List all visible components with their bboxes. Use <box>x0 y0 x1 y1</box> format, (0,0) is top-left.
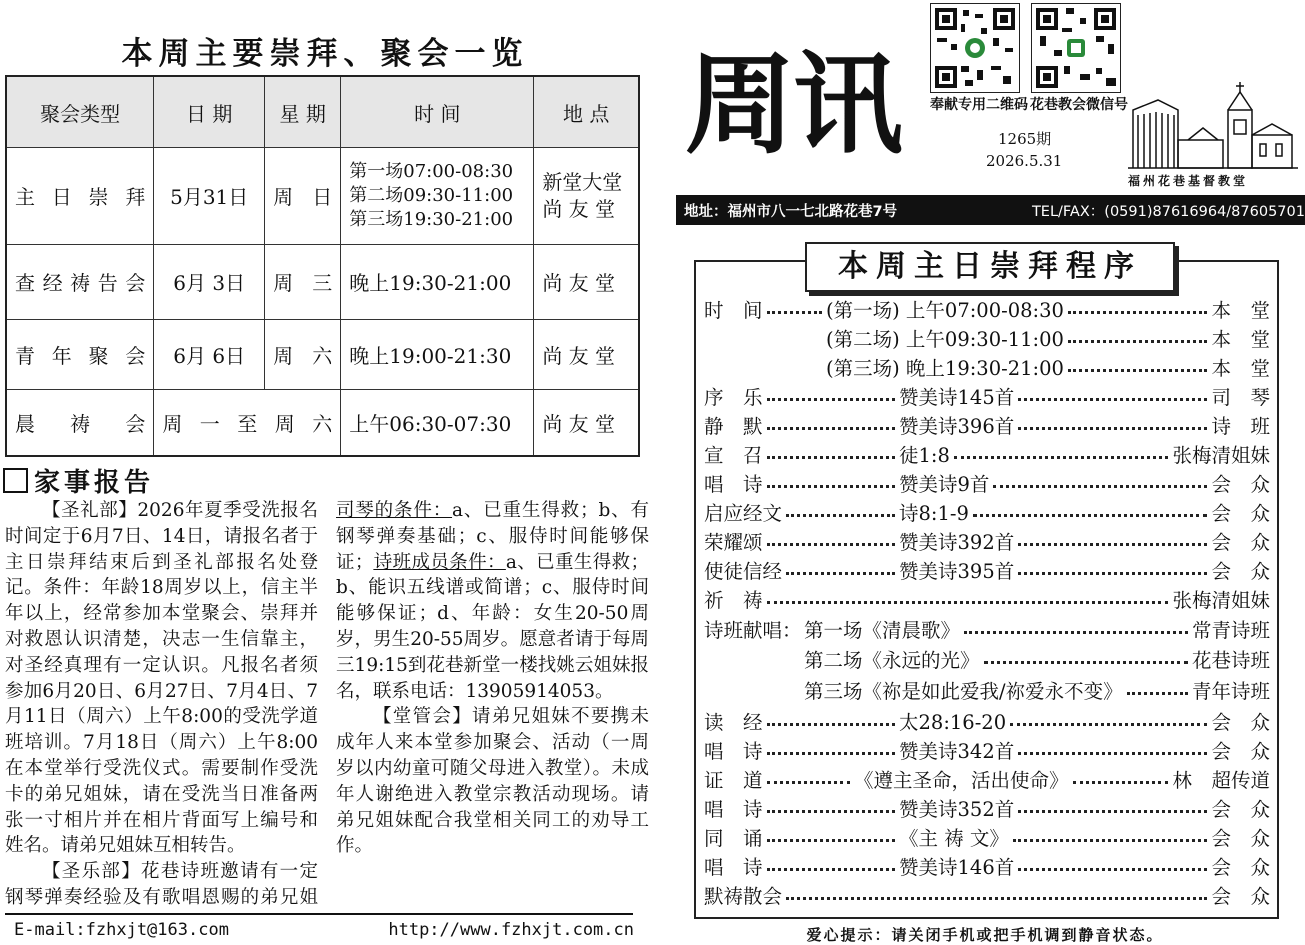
program-item-label: 证 道 <box>704 769 763 792</box>
program-row <box>704 470 1270 499</box>
program-row <box>704 677 1270 706</box>
program-item-content: (第三场) 晚上19:30-21:00 <box>826 357 1064 380</box>
meeting-place: 尚 友 堂 <box>534 319 639 389</box>
program-item-leader: 会 众 <box>1211 560 1270 583</box>
sacrament-notice: 【圣礼部】2026年夏季受洗报名时间定于6月7日、14日，请报名者于主日崇拜结束后到圣礼部报名处登记。条件：年龄18周岁以上，信主半年以上，经常参加本堂聚会、崇拜并对救恩认识清楚，决志一生信靠主，对圣经真理有一定认识。凡报名者须参加6月20日、6月27日、7月4日、7月11日（周六）上午8:00的受洗学道班培训。7月18日（周六）上午8:00在本堂举行受洗仪式。需要制作受洗卡的弟兄姐妹，请在受洗当日准备两张一寸相片并在相片背面写上编号和姓名。请弟兄姐妹互相转告。 <box>5 500 318 857</box>
program-item-leader: 会 众 <box>1211 740 1270 763</box>
program-item-content: (第一场) 上午07:00-08:30 <box>826 299 1064 322</box>
address-bar <box>676 195 1305 225</box>
dot-leader <box>1018 810 1207 813</box>
dot-leader <box>767 427 895 430</box>
family-report-heading <box>3 462 154 499</box>
program-row <box>704 795 1270 824</box>
program-item-leader: 会 众 <box>1211 827 1270 850</box>
dot-leader <box>964 631 1188 634</box>
program-item-leader: 会 众 <box>1211 856 1270 879</box>
dot-leader <box>954 456 1169 459</box>
meeting-type: 查经祷告会 <box>6 244 154 319</box>
program-item-label: 唱 诗 <box>704 856 763 879</box>
management-notice: 【堂管会】请弟兄姐妹不要携未成年人来本堂参加聚会、活动（一周岁以内幼童可随父母进入教堂）。未成年人谢绝进入教堂宗教活动现场。请弟兄姐妹配合我堂相关同工的劝导工作。 <box>336 706 649 857</box>
program-item-content: 赞美诗9首 <box>899 473 990 496</box>
dot-leader <box>1018 427 1207 430</box>
program-row <box>704 882 1270 911</box>
dot-leader <box>1010 723 1207 726</box>
meeting-place: 尚 友 堂 <box>534 390 639 456</box>
meeting-type: 青年聚会 <box>6 319 154 389</box>
meeting-week: 周六 <box>265 319 341 389</box>
footer-email[interactable]: E-mail:fzhxjt@163.com <box>14 920 229 940</box>
program-title: 本周主日崇拜程序 <box>805 242 1175 292</box>
table-row <box>6 244 639 319</box>
dot-leader <box>767 311 822 314</box>
header-type: 聚会类型 <box>6 76 154 148</box>
footer-divider <box>5 913 633 915</box>
dot-leader <box>1018 572 1207 575</box>
meeting-place <box>534 148 639 244</box>
program-row <box>704 586 1270 615</box>
dot-leader <box>767 543 895 546</box>
program-item-leader: 会 众 <box>1211 885 1270 908</box>
program-row <box>704 646 1270 675</box>
program-item-leader: 张梅清姐妹 <box>1172 589 1270 612</box>
time-line: 第三场19:30-21:00 <box>349 208 514 230</box>
program-item-leader: 花巷诗班 <box>1191 649 1270 672</box>
program-item-label: 祈 祷 <box>704 589 763 612</box>
header-time: 时 间 <box>341 76 534 148</box>
program-item-label: 诗班献唱： <box>704 619 802 642</box>
choir-conditions-label: 诗班成员条件： <box>373 551 506 573</box>
dot-leader <box>993 485 1207 488</box>
church-name: 福州花巷基督教堂 <box>1128 174 1249 188</box>
family-column-1 <box>5 498 318 911</box>
dot-leader <box>1013 839 1208 842</box>
dot-leader <box>1018 543 1207 546</box>
program-item-label: 荣耀颂 <box>704 531 763 554</box>
music-notice <box>336 498 649 704</box>
program-item-content: 《主 祷 文》 <box>899 827 1009 850</box>
program-item-leader: 会 众 <box>1211 502 1270 525</box>
dot-leader <box>767 868 895 871</box>
program-item-content: 徒1:8 <box>899 444 950 467</box>
program-item-label: 默祷散会 <box>704 885 783 908</box>
time-line: 第二场09:30-11:00 <box>349 184 514 206</box>
program-item-label: 唱 诗 <box>704 740 763 763</box>
program-row <box>704 528 1270 557</box>
program-item-content: 《遵主圣命，活出使命》 <box>854 769 1069 792</box>
program-row <box>704 616 1270 645</box>
dot-leader <box>1127 692 1188 695</box>
dot-leader <box>1068 340 1208 343</box>
program-row <box>704 557 1270 586</box>
program-item-leader: 本 堂 <box>1211 357 1270 380</box>
telephone: TEL/FAX：(0591)87616964/87605701 <box>1031 203 1305 220</box>
program-row <box>704 441 1270 470</box>
checkbox-square-icon <box>3 468 28 493</box>
dot-leader <box>1073 781 1169 784</box>
dot-leader <box>767 601 1169 604</box>
meeting-time: 晚上19:30-21:00 <box>341 244 534 319</box>
dot-leader <box>767 781 850 784</box>
header-date: 日 期 <box>154 76 265 148</box>
program-item-content: 赞美诗342首 <box>899 740 1015 763</box>
dot-leader <box>1068 369 1208 372</box>
dot-leader <box>973 514 1208 517</box>
meeting-place: 尚 友 堂 <box>534 244 639 319</box>
pianist-conditions: a、已重生得救；b、有钢琴弹奏基础；c、服侍时间能够保证； <box>336 500 649 573</box>
program-item-leader: 司 琴 <box>1211 386 1270 409</box>
place-line: 尚 友 堂 <box>542 196 616 221</box>
program-item-content: (第二场) 上午09:30-11:00 <box>826 328 1064 351</box>
dot-leader <box>1018 868 1207 871</box>
header-place: 地 点 <box>534 76 639 148</box>
time-line: 第一场07:00-08:30 <box>349 160 514 182</box>
place-line: 新堂大堂 <box>542 169 623 194</box>
dot-leader <box>767 810 895 813</box>
program-item-content: 第一场《清晨歌》 <box>804 619 961 642</box>
meeting-week: 周三 <box>265 244 341 319</box>
program-row <box>704 766 1270 795</box>
program-item-content: 第二场《永远的光》 <box>804 649 980 672</box>
meeting-date: 6月 3日 <box>154 244 265 319</box>
program-item-leader: 常青诗班 <box>1191 619 1270 642</box>
program-item-content: 赞美诗145首 <box>899 386 1015 409</box>
phone-reminder: 爱心提示：请关闭手机或把手机调到静音状态。 <box>806 926 1164 944</box>
pianist-conditions-label: 司琴的条件： <box>336 500 453 521</box>
program-item-leader: 林 超传道 <box>1172 769 1270 792</box>
program-row <box>704 499 1270 528</box>
church-building-icon <box>1128 80 1298 170</box>
dot-leader <box>984 661 1188 664</box>
issue-date: 2026.5.31 <box>986 152 1063 170</box>
program-item-content: 太28:16-20 <box>899 711 1007 734</box>
dot-leader <box>767 839 895 842</box>
program-item-content: 赞美诗396首 <box>899 415 1015 438</box>
program-item-leader: 会 众 <box>1211 473 1270 496</box>
table-row <box>6 148 639 244</box>
wechat-qr-label: 花巷教会微信号 <box>1030 97 1128 113</box>
program-item-leader: 会 众 <box>1211 798 1270 821</box>
program-row <box>704 325 1270 354</box>
dot-leader <box>767 456 895 459</box>
footer <box>14 920 634 940</box>
meeting-time <box>341 148 534 244</box>
issue-info <box>986 128 1063 172</box>
program-row <box>704 354 1270 383</box>
program-item-content: 赞美诗395首 <box>899 560 1015 583</box>
table-row <box>6 319 639 389</box>
family-column-2 <box>336 498 649 859</box>
program-item-label: 启应经文 <box>704 502 783 525</box>
program-item-label: 同 诵 <box>704 827 763 850</box>
program-item-label: 读 经 <box>704 711 763 734</box>
program-row <box>704 737 1270 766</box>
program-item-leader: 本 堂 <box>1211 299 1270 322</box>
meetings-title: 本周主要崇拜、聚会一览 <box>121 36 529 72</box>
program-item-label: 使徒信经 <box>704 560 783 583</box>
dot-leader <box>1018 752 1207 755</box>
dot-leader <box>1068 311 1208 314</box>
program-item-leader: 本 堂 <box>1211 328 1270 351</box>
program-item-label: 唱 诗 <box>704 798 763 821</box>
program-item-leader: 青年诗班 <box>1191 680 1270 703</box>
program-item-leader: 张梅清姐妹 <box>1172 444 1270 467</box>
issue-number: 1265期 <box>998 130 1052 148</box>
meeting-date: 6月 6日 <box>154 319 265 389</box>
music-notice-start: 【圣乐部】花巷诗班邀请有一定钢琴弹奏经验及有歌唱恩赐的弟兄姐 <box>5 861 318 908</box>
meeting-date: 周一至周六 <box>154 390 341 456</box>
meeting-week: 周日 <box>265 148 341 244</box>
meeting-time: 晚上19:00-21:30 <box>341 319 534 389</box>
header-week: 星 期 <box>265 76 341 148</box>
address: 地址：福州市八一七北路花巷7号 <box>684 203 898 220</box>
program-item-leader: 会 众 <box>1211 531 1270 554</box>
program-row <box>704 412 1270 441</box>
program-item-content: 诗8:1-9 <box>899 502 969 525</box>
meeting-type: 晨祷会 <box>6 390 154 456</box>
footer-website[interactable]: http://www.fzhxjt.com.cn <box>388 920 634 940</box>
choir-conditions: a、已重生得救；b、能识五线谱或简谱；c、服侍时间能够保证；d、年龄：女生20-50周岁，男生20-55周岁。愿意者请于每周三19:15到花巷新堂一楼找姚云姐妹报名，联系电话：13905914053。 <box>336 551 649 702</box>
program-item-label: 时 间 <box>704 299 763 322</box>
dot-leader <box>1018 398 1207 401</box>
program-item-content: 赞美诗392首 <box>899 531 1015 554</box>
offering-qr-code-icon <box>930 3 1020 93</box>
newsletter-logo: 周讯 <box>685 40 901 169</box>
program-item-label: 静 默 <box>704 415 763 438</box>
program-item-label: 序 乐 <box>704 386 763 409</box>
program-item-label: 宣 召 <box>704 444 763 467</box>
program-row <box>704 824 1270 853</box>
program-item-label: 唱 诗 <box>704 473 763 496</box>
program-row <box>704 296 1270 325</box>
dot-leader <box>786 514 895 517</box>
meeting-type: 主日崇拜 <box>6 148 154 244</box>
program-item-leader: 诗 班 <box>1211 415 1270 438</box>
program-item-content: 第三场《祢是如此爱我/祢爱永不变》 <box>804 680 1123 703</box>
dot-leader <box>767 723 895 726</box>
wechat-qr-code-icon <box>1031 3 1121 93</box>
dot-leader <box>767 398 895 401</box>
dot-leader <box>786 897 1207 900</box>
dot-leader <box>767 485 895 488</box>
meetings-table <box>5 75 640 457</box>
meeting-date: 5月31日 <box>154 148 265 244</box>
program-item-content: 赞美诗352首 <box>899 798 1015 821</box>
program-item-leader: 会 众 <box>1211 711 1270 734</box>
offering-qr-label: 奉献专用二维码 <box>930 97 1028 113</box>
program-row <box>704 853 1270 882</box>
table-header-row <box>6 76 639 148</box>
dot-leader <box>767 752 895 755</box>
program-row <box>704 708 1270 737</box>
family-report-title: 家事报告 <box>34 468 155 498</box>
table-row <box>6 390 639 456</box>
dot-leader <box>786 572 895 575</box>
meeting-time: 上午06:30-07:30 <box>341 390 534 456</box>
program-row <box>704 383 1270 412</box>
program-item-content: 赞美诗146首 <box>899 856 1015 879</box>
